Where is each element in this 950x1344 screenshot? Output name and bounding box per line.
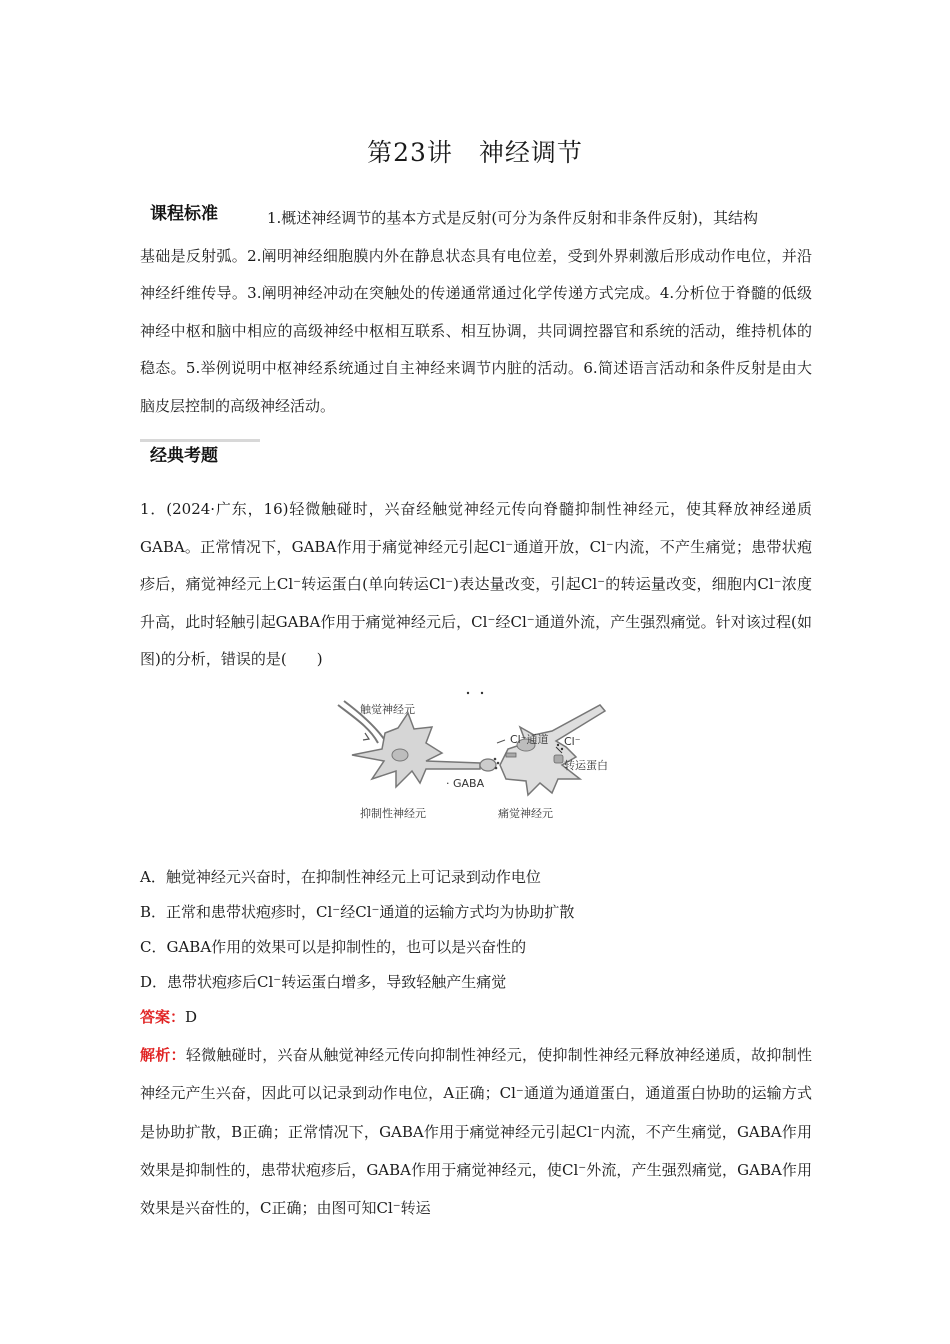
answer-value: D (185, 1008, 198, 1026)
label-cl-channel: Cl⁻通道 (510, 733, 549, 746)
label-transporter: 转运蛋白 (564, 759, 608, 772)
answer-label: 答案： (140, 1008, 186, 1026)
label-cl-ion: Cl⁻ (564, 735, 581, 748)
classic-questions-tag: 经典考题 (140, 443, 260, 469)
label-pain-neuron: 痛觉神经元 (498, 807, 553, 820)
course-standard-tag: 课程标准 (140, 201, 250, 227)
option-c: C．GABA作用的效果可以是抑制性的，也可以是兴奋性的 (140, 938, 527, 956)
option-b: B．正常和患带状疱疹时，Cl⁻经Cl⁻通道的运输方式均为协助扩散 (140, 903, 575, 921)
label-inhibitory-neuron: 抑制性神经元 (360, 807, 426, 820)
label-touch-neuron: 触觉神经元 (360, 703, 415, 716)
course-standard-first-line: 1.概述神经调节的基本方式是反射(可分为条件反射和非条件反射)，其结构 (267, 209, 759, 227)
option-a: A．触觉神经元兴奋时，在抑制性神经元上可记录到动作电位 (140, 868, 541, 886)
explanation (140, 1036, 812, 1227)
explanation-label: 解析： (140, 1046, 186, 1064)
question-stem: 1．(2024·广东，16)轻微触碰时，兴奋经触觉神经元传向脊髓抑制性神经元，使其释放神经递质GABA。正常情况下，GABA作用于痛觉神经元引起Cl⁻通道开放，Cl⁻内流，不产生痛觉；患带状疱疹后，痛觉神经元上Cl⁻转运蛋白(单向转运Cl⁻)表达量改变，引起Cl⁻的转运量改变，细胞内Cl⁻浓度升高，此时轻触引起GABA作用于痛觉神经元后，Cl⁻经Cl⁻通道外流，产生强烈痛觉。针对该过程(如图)的分析，错误的是( ) (140, 500, 812, 668)
explanation-text: 轻微触碰时，兴奋从触觉神经元传向抑制性神经元，使抑制性神经元释放神经递质，故抑制性神经元产生兴奋，因此可以记录到动作电位，A正确；Cl⁻通道为通道蛋白，通道蛋白协助的运输方式是协助扩散，B正确；正常情况下，GABA作用于痛觉神经元引起Cl⁻内流，不产生痛觉，GABA作用效果是抑制性的，患带状疱疹后，GABA作用于痛觉神经元，使Cl⁻外流，产生强烈痛觉，GABA作用效果是兴奋性的，C正确；由图可知Cl⁻转运 (140, 1046, 812, 1218)
course-standard-text (140, 200, 812, 425)
course-standard-rest: 基础是反射弧。2.阐明神经细胞膜内外在静息状态具有电位差，受到外界刺激后形成动作电位，并沿神经纤维传导。3.阐明神经冲动在突触处的传递通常通过化学传递方式完成。4.分析位于脊髓的低级神经中枢和脑中相应的高级神经中枢相互联系、相互协调，共同调控器官和系统的活动，维持机体的稳态。5.举例说明中枢神经系统通过自主神经来调节内脏的活动。6.简述语言活动和条件反射是由大脑皮层控制的高级神经活动。 (140, 246, 812, 415)
answer-line (140, 1007, 197, 1027)
option-d: D．患带状疱疹后Cl⁻转运蛋白增多，导致轻触产生痛觉 (140, 973, 507, 991)
neuron-diagram (330, 683, 620, 828)
label-gaba: · GABA (446, 777, 485, 790)
page-title: 第23讲 神经调节 (367, 138, 583, 167)
